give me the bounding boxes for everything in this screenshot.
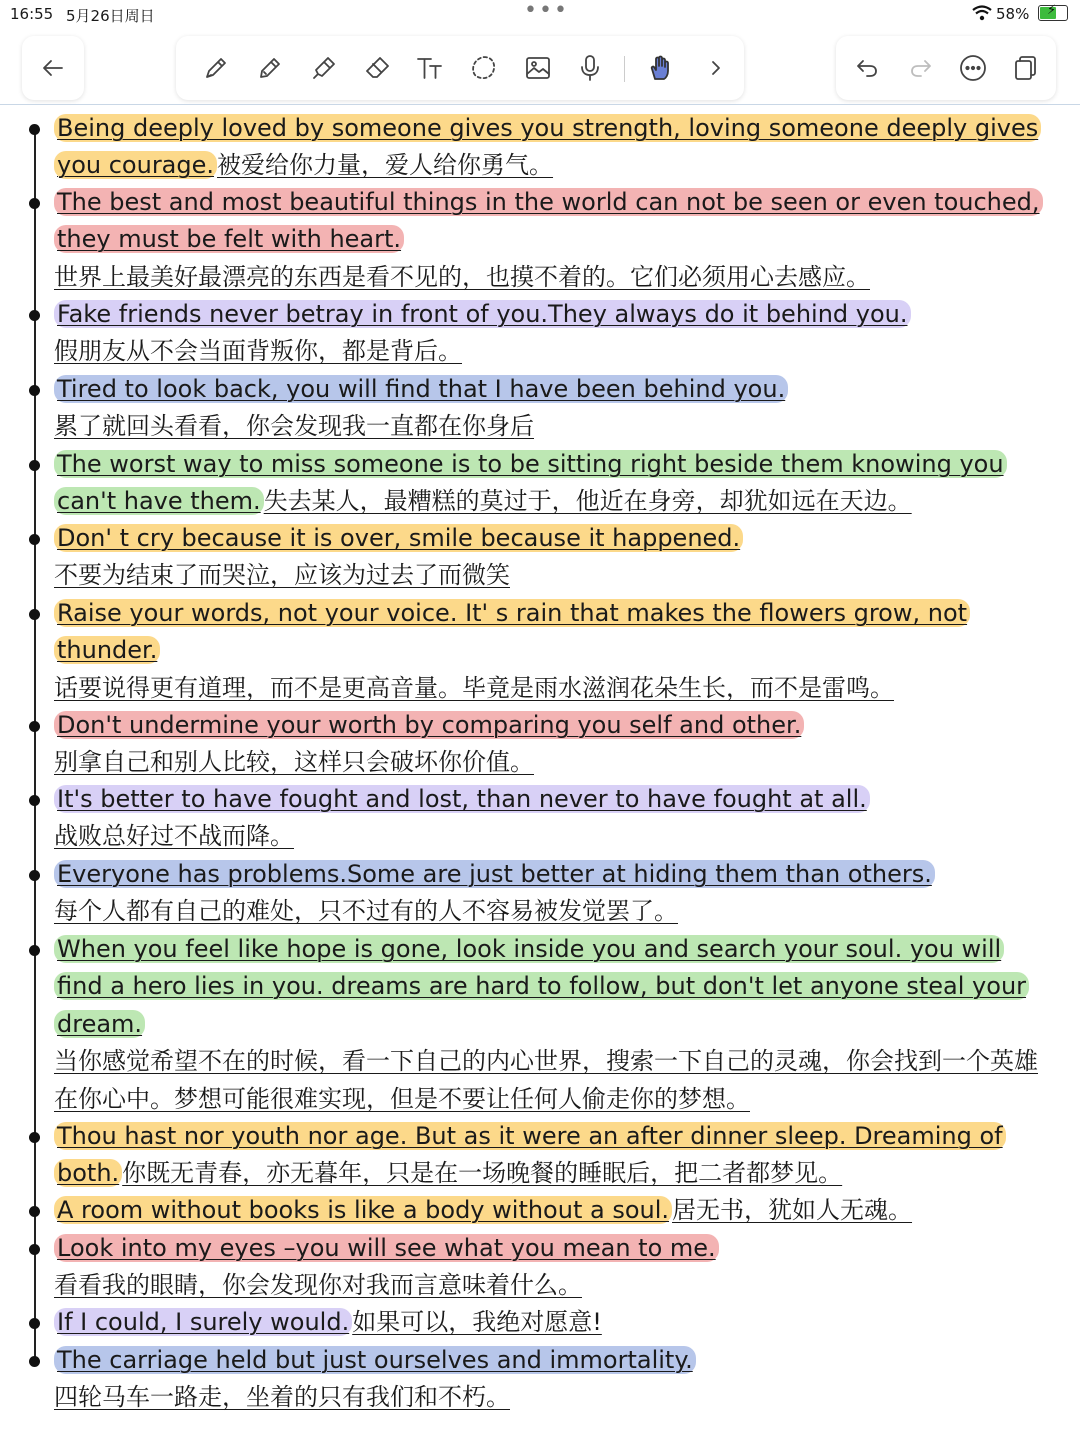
note-bullet bbox=[29, 795, 40, 806]
note-bullet bbox=[29, 870, 40, 881]
note-bullet bbox=[29, 609, 40, 620]
note-item[interactable] bbox=[54, 184, 1054, 296]
note-item[interactable] bbox=[54, 1304, 1054, 1341]
multitask-dots[interactable]: ••• bbox=[524, 0, 569, 23]
note-english: The worst way to miss someone is to be sitting right beside them knowing you can't have them. bbox=[54, 450, 1007, 515]
toolbar-separator bbox=[624, 56, 625, 82]
battery-percent: 58% bbox=[996, 5, 1030, 23]
note-english: Everyone has problems.Some are just better at hiding them than others. bbox=[54, 860, 935, 888]
more-icon[interactable] bbox=[955, 50, 991, 86]
lasso-icon[interactable] bbox=[466, 50, 502, 86]
status-time: 16:55 bbox=[10, 5, 54, 23]
note-bullet bbox=[29, 1318, 40, 1329]
redo-icon[interactable] bbox=[903, 50, 939, 86]
pencil-icon[interactable] bbox=[252, 50, 288, 86]
note-bullet bbox=[29, 1244, 40, 1255]
note-bullet bbox=[29, 460, 40, 471]
note-chinese: 居无书，犹如人无魂。 bbox=[672, 1196, 913, 1224]
note-chinese: 战败总好过不战而降。 bbox=[54, 822, 294, 851]
note-english: The best and most beautiful things in the world can not be seen or even touched, they must be felt with heart. bbox=[54, 188, 1043, 253]
tools-toolbar bbox=[176, 36, 744, 100]
note-bullet bbox=[29, 124, 40, 135]
note-english: Tired to look back, you will find that I have been behind you. bbox=[54, 375, 788, 403]
note-chinese: 四轮马车一路走，坐着的只有我们和不朽。 bbox=[54, 1383, 510, 1412]
note-chinese: 每个人都有自己的难处，只不过有的人不容易被发觉罢了。 bbox=[54, 897, 678, 926]
note-bullet bbox=[29, 721, 40, 732]
note-chinese: 累了就回头看看，你会发现我一直都在你身后 bbox=[54, 412, 534, 441]
note-chinese: 你既无青春，亦无暮年，只是在一场晚餐的睡眠后，把二者都梦见。 bbox=[122, 1159, 843, 1188]
note-english: It's better to have fought and lost, than never to have fought at all. bbox=[54, 785, 870, 813]
note-item[interactable] bbox=[54, 595, 1054, 707]
image-icon[interactable] bbox=[520, 50, 556, 86]
note-item[interactable] bbox=[54, 781, 1054, 856]
note-item[interactable] bbox=[54, 1342, 1054, 1417]
note-bullet bbox=[29, 1206, 40, 1217]
eraser-icon[interactable] bbox=[360, 50, 396, 86]
battery-icon: ⚡ bbox=[1038, 5, 1068, 21]
note-item[interactable] bbox=[54, 707, 1054, 782]
back-toolbar bbox=[22, 36, 84, 100]
note-chinese: 假朋友从不会当面背叛你，都是背后。 bbox=[54, 337, 462, 366]
note-chinese: 被爱给你力量，爱人给你勇气。 bbox=[217, 151, 554, 180]
note-chinese: 别拿自己和别人比较，这样只会破坏你价值。 bbox=[54, 748, 534, 777]
note-english: Raise your words, not your voice. It' s rain that makes the flowers grow, not thunder. bbox=[54, 599, 970, 664]
note-english: If I could, I surely would. bbox=[54, 1308, 352, 1336]
wifi-icon bbox=[972, 5, 992, 25]
note-item[interactable] bbox=[54, 931, 1054, 1118]
toolbar-divider bbox=[0, 104, 1080, 105]
note-item[interactable] bbox=[54, 520, 1054, 595]
note-item[interactable] bbox=[54, 110, 1054, 185]
note-bullet bbox=[29, 945, 40, 956]
note-item[interactable] bbox=[54, 371, 1054, 446]
note-english: Don' t cry because it is over, smile because it happened. bbox=[54, 524, 743, 552]
highlighter-icon[interactable] bbox=[306, 50, 342, 86]
microphone-icon[interactable] bbox=[572, 50, 608, 86]
undo-icon[interactable] bbox=[849, 50, 885, 86]
note-bullet bbox=[29, 310, 40, 321]
status-bar bbox=[0, 0, 1080, 28]
note-english: Being deeply loved by someone gives you strength, loving someone deeply gives you courage. bbox=[54, 114, 1041, 179]
note-english: Fake friends never betray in front of you.They always do it behind you. bbox=[54, 300, 911, 328]
note-bullet bbox=[29, 385, 40, 396]
note-item[interactable] bbox=[54, 296, 1054, 371]
pen-icon[interactable] bbox=[198, 50, 234, 86]
note-bullet bbox=[29, 1356, 40, 1367]
hand-pointer-icon[interactable] bbox=[642, 50, 678, 86]
note-item[interactable] bbox=[54, 1230, 1054, 1305]
note-chinese: 看看我的眼睛，你会发现你对我而言意味着什么。 bbox=[54, 1271, 582, 1300]
note-chinese: 当你感觉希望不在的时候，看一下自己的内心世界，搜索一下自己的灵魂，你会找到一个英雄在你心中。梦想可能很难实现，但是不要让任何人偷走你的梦想。 bbox=[54, 1047, 1038, 1113]
actions-toolbar bbox=[836, 36, 1056, 100]
note-chinese: 世界上最美好最漂亮的东西是看不见的，也摸不着的。它们必须用心去感应。 bbox=[54, 262, 870, 291]
note-english: Don't undermine your worth by comparing you self and other. bbox=[54, 711, 804, 739]
back-arrow-icon[interactable] bbox=[35, 50, 71, 86]
note-bullet bbox=[29, 1132, 40, 1143]
note-item[interactable] bbox=[54, 446, 1054, 521]
note-chinese: 话要说得更有道理，而不是更高音量。毕竟是雨水滋润花朵生长，而不是雷鸣。 bbox=[54, 673, 894, 702]
note-english: When you feel like hope is gone, look inside you and search your soul. you will find a hero lies in you. dreams are hard to follow, but don't let anyone steal your dream. bbox=[54, 935, 1029, 1038]
note-item[interactable] bbox=[54, 856, 1054, 931]
text-tool-icon[interactable] bbox=[412, 50, 448, 86]
note-english: Thou hast nor youth nor age. But as it were an after dinner sleep. Dreaming of both. bbox=[54, 1122, 1006, 1187]
note-english: Look into my eyes –you will see what you mean to me. bbox=[54, 1234, 719, 1262]
note-english: The carriage held but just ourselves and immortality. bbox=[54, 1346, 696, 1374]
note-chinese: 不要为结束了而哭泣，应该为过去了而微笑 bbox=[54, 561, 510, 590]
note-bullet bbox=[29, 198, 40, 209]
status-date: 5月26日周日 bbox=[66, 7, 155, 25]
note-chinese: 如果可以，我绝对愿意! bbox=[352, 1308, 602, 1336]
note-chinese: 失去某人，最糟糕的莫过于，他近在身旁，却犹如远在天边。 bbox=[263, 487, 912, 516]
note-bullet bbox=[29, 534, 40, 545]
chevron-right-icon[interactable] bbox=[698, 50, 734, 86]
note-item[interactable] bbox=[54, 1192, 1054, 1229]
note-item[interactable] bbox=[54, 1118, 1054, 1193]
pages-icon[interactable] bbox=[1007, 50, 1043, 86]
note-english: A room without books is like a body without a soul. bbox=[54, 1196, 672, 1224]
